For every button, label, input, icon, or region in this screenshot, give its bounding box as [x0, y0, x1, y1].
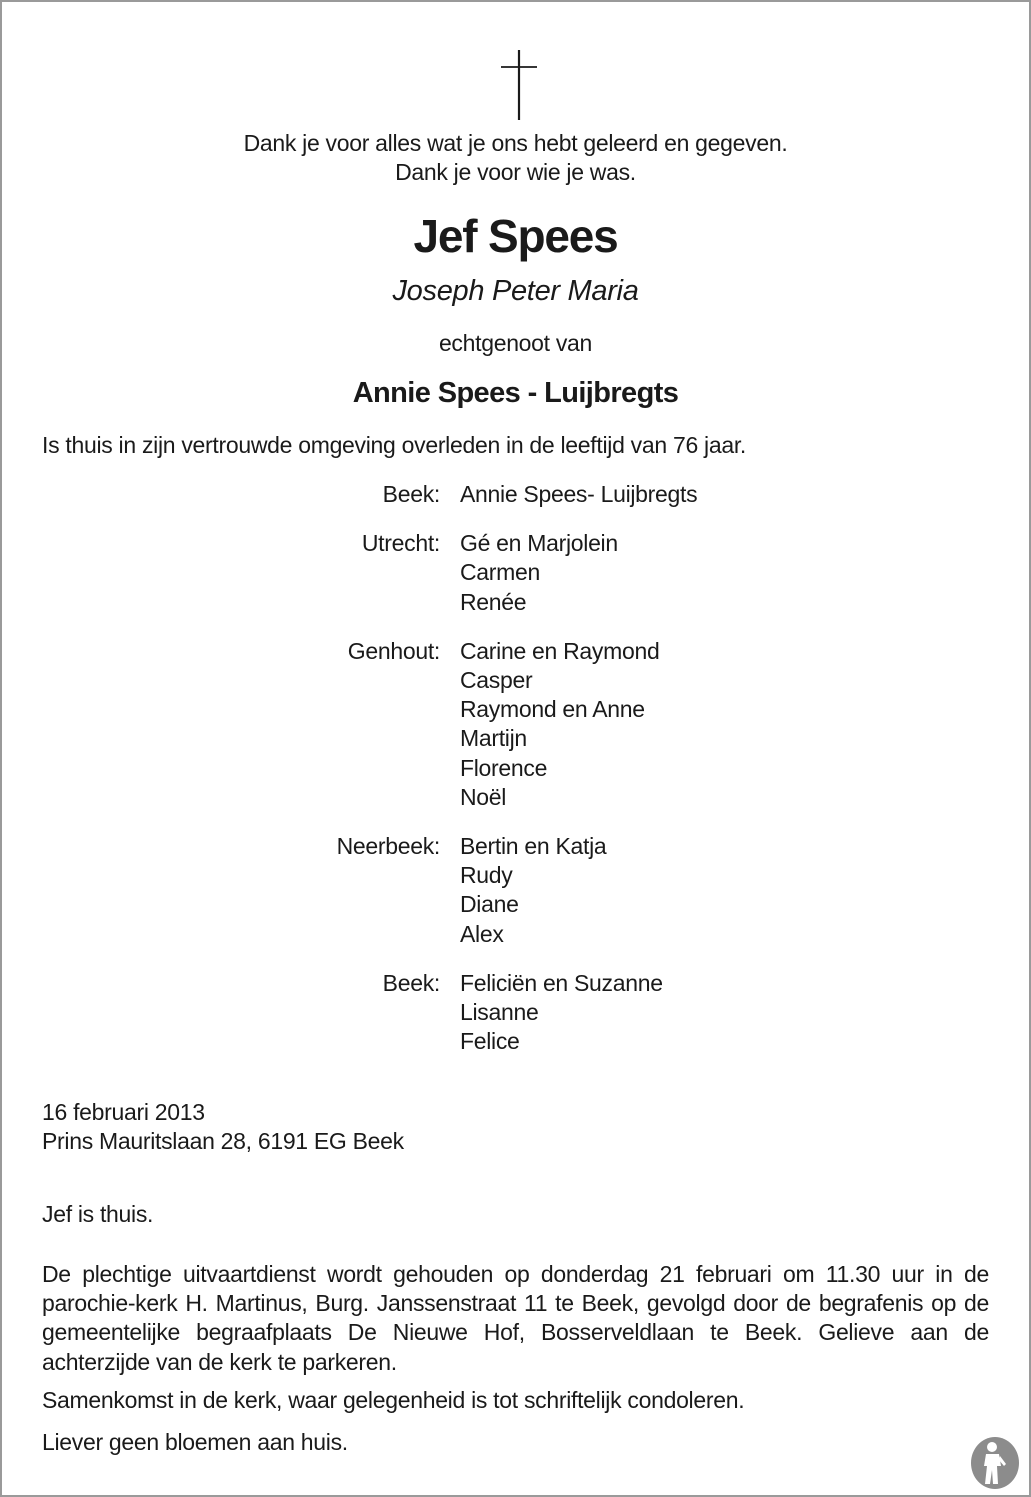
family-member: Gé en Marjolein	[460, 530, 618, 557]
family-members	[460, 637, 1029, 812]
family-place: Genhout:	[347, 637, 440, 664]
family-place: Beek:	[382, 969, 440, 996]
service-details: De plechtige uitvaartdienst wordt gehouden op donderdag 21 februari om 11.30 uur in de parochie-kerk H. Martinus, Burg. Janssenstraat 11 te Beek, gevolgd door de begrafenis op de gemeentelijke begraafplaats De Nieuwe Hof, Bosserveldlaan te Beek. Gelieve aan de achterzijde van de kerk te parkeren.	[42, 1261, 989, 1375]
gathering-note: Samenkomst in de kerk, waar gelegenheid is tot schriftelijk condoleren.	[42, 1387, 745, 1413]
family-group	[2, 637, 1029, 812]
family-member: Renée	[460, 588, 527, 615]
home-note: Jef is thuis.	[42, 1201, 154, 1227]
family-member: Annie Spees- Luijbregts	[460, 481, 698, 507]
family-member: Lisanne	[460, 999, 539, 1026]
family-place: Beek:	[382, 481, 440, 507]
flowers-note: Liever geen bloemen aan huis.	[42, 1429, 348, 1455]
intro-text	[2, 129, 1029, 187]
address-text: Prins Mauritslaan 28, 6191 EG Beek	[42, 1128, 404, 1154]
family-member: Diane	[460, 891, 519, 918]
family-members	[460, 480, 1029, 509]
family-group	[2, 529, 1029, 617]
relation-label: echtgenoot van	[438, 330, 593, 356]
cross-icon	[501, 50, 537, 120]
family-member: Florence	[460, 754, 548, 781]
family-member: Raymond en Anne	[460, 696, 645, 723]
family-place: Neerbeek:	[336, 833, 440, 860]
family-group	[2, 480, 1029, 509]
death-statement: Is thuis in zijn vertrouwde omgeving overleden in de leeftijd van 76 jaar.	[42, 432, 746, 458]
family-member: Carmen	[460, 559, 541, 586]
intro-line-2: Dank je voor wie je was.	[395, 159, 636, 185]
memorial-logo-icon	[970, 1436, 1020, 1490]
family-members	[460, 832, 1029, 949]
given-names: Joseph Peter Maria	[392, 275, 639, 307]
family-member: Rudy	[460, 862, 513, 889]
spouse-name: Annie Spees - Luijbregts	[352, 377, 679, 409]
family-member: Bertin en Katja	[460, 833, 607, 860]
deceased-name: Jef Spees	[413, 210, 618, 262]
family-member: Felice	[460, 1028, 520, 1055]
family-members	[460, 969, 1029, 1057]
family-place: Utrecht:	[361, 530, 440, 557]
family-group	[2, 969, 1029, 1057]
family-member: Noël	[460, 783, 507, 810]
family-list	[2, 480, 1029, 1056]
family-group	[2, 832, 1029, 949]
intro-line-1: Dank je voor alles wat je ons hebt geleerd en gegeven.	[243, 130, 788, 156]
family-member: Carine en Raymond	[460, 637, 660, 664]
date-text: 16 februari 2013	[42, 1099, 205, 1125]
family-member: Alex	[460, 920, 504, 947]
family-member: Martijn	[460, 725, 527, 752]
family-member: Casper	[460, 667, 533, 694]
family-members	[460, 529, 1029, 617]
family-member: Feliciën en Suzanne	[460, 969, 663, 996]
